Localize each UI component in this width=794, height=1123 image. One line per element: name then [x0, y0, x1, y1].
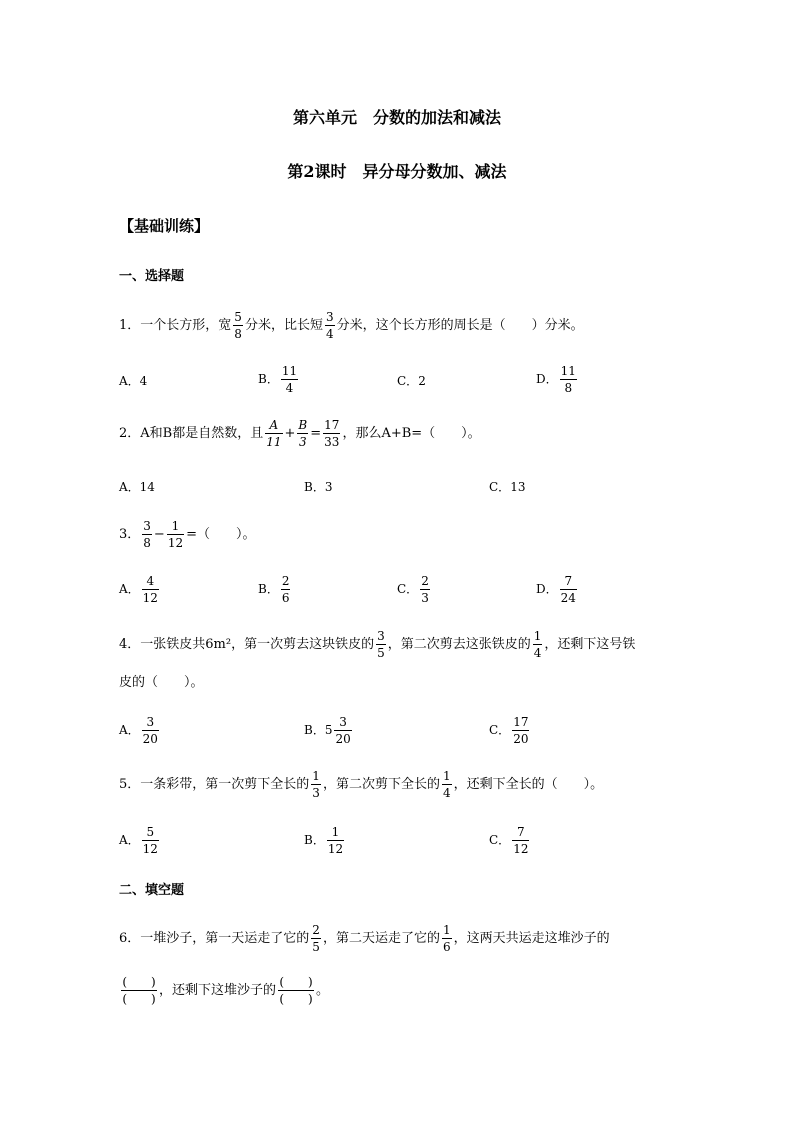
question-6-continued [119, 976, 329, 1005]
fraction: $\frac{7}{24}$ [560, 574, 576, 605]
question-number: 6． [119, 931, 141, 946]
question-text: 一个长方形，宽 [140, 318, 232, 333]
question-text: 分米，比长短 [244, 318, 323, 333]
question-3: 3． $\frac{3}{8}$ − $\frac{1}{12}$ =（ ）。 [119, 519, 256, 550]
section-multiple-choice: 一、选择题 [119, 269, 185, 284]
fraction: $\frac{17}{33}$ [324, 418, 340, 449]
fraction: $\frac{17}{20}$ [513, 715, 529, 746]
question-text: 分米，这个长方形的周长是（ ）分米。 [336, 318, 584, 333]
fraction: $\frac{A}{11}$ [266, 418, 282, 449]
option-a: A．14 [119, 480, 155, 494]
fraction: $\frac{3}{4}$ [325, 310, 334, 341]
question-number: 4． [119, 637, 141, 652]
option-c: C．2 [397, 374, 426, 388]
option-d: D． $\frac{7}{24}$ [536, 574, 576, 605]
fraction: $\frac{3}{20}$ [335, 715, 351, 746]
option-b: B．5 $\frac{3}{20}$ [304, 715, 351, 746]
fraction: $\frac{1}{12}$ [327, 825, 344, 856]
fraction: $\frac{2}{5}$ [312, 923, 320, 954]
fraction: $\frac{5}{12}$ [142, 825, 158, 856]
fraction: $\frac{11}{8}$ [560, 364, 576, 395]
question-text: 一堆沙子，第一天运走了它的 [140, 931, 310, 946]
fraction: $\frac{3}{20}$ [142, 715, 158, 746]
option-a: A． $\frac{4}{12}$ [119, 574, 158, 605]
option-b: B．3 [304, 480, 333, 494]
fraction: $\frac{5}{8}$ [234, 310, 242, 341]
fraction: $\frac{1}{4}$ [533, 629, 542, 660]
fraction: $\frac{7}{12}$ [513, 825, 529, 856]
question-text: A和B都是自然数，且 [140, 426, 264, 441]
question-5 [119, 770, 603, 799]
question-text: ，第二次剪去这张铁皮的 [387, 637, 531, 652]
question-4-continued: 皮的（ ）。 [119, 675, 204, 690]
option-b: B． $\frac{2}{6}$ [258, 574, 290, 605]
question-text: 一条彩带，第一次剪下全长的 [140, 777, 310, 792]
option-c: C． $\frac{7}{12}$ [489, 825, 529, 856]
question-text: ，还剩下这号铁 [544, 637, 636, 652]
question-number: 1． [119, 318, 141, 333]
option-d: D． $\frac{11}{8}$ [536, 364, 576, 395]
unit-title: 第六单元 分数的加法和减法 [292, 108, 501, 127]
option-a: A． $\frac{5}{12}$ [119, 825, 158, 856]
option-a: A．4 [119, 374, 148, 388]
question-text: ，第二次剪下全长的 [322, 777, 440, 792]
fraction: $\frac{11}{4}$ [281, 364, 298, 395]
question-text: ，这两天共运走这堆沙子的 [453, 931, 610, 946]
fraction: $\frac{B}{3}$ [298, 418, 308, 449]
fraction: $\frac{1}{12}$ [167, 519, 184, 550]
fraction: $\frac{1}{3}$ [312, 769, 320, 800]
option-b: B． $\frac{1}{12}$ [304, 825, 344, 856]
option-b: B． $\frac{11}{4}$ [258, 364, 298, 395]
question-1 [119, 311, 584, 340]
fraction: $\frac{4}{12}$ [142, 574, 158, 605]
question-text: ，第二天运走了它的 [322, 931, 440, 946]
question-text: ，还剩下这堆沙子的 [159, 983, 277, 998]
lesson-title: 第2课时 异分母分数加、减法 [287, 162, 507, 181]
question-text: ，还剩下全长的（ ）。 [453, 777, 604, 792]
answer-blank[interactable]: $\frac{( )}{( )}$ [279, 975, 313, 1006]
section-basic-training: 【基础训练】 [119, 217, 210, 235]
option-c: C． $\frac{2}{3}$ [397, 574, 429, 605]
fraction: $\frac{2}{6}$ [281, 574, 290, 605]
question-4 [119, 630, 635, 659]
question-2: 2．A和B都是自然数，且 $\frac{A}{11}$ + $\frac{B}{3}$ = $\frac{17}{33}$ ，那么A+B=（ ）。 [119, 418, 481, 449]
option-a: A． $\frac{3}{20}$ [119, 715, 158, 746]
answer-blank[interactable]: $\frac{( )}{( )}$ [122, 975, 156, 1006]
option-c: C．13 [489, 480, 526, 494]
fraction: $\frac{3}{5}$ [377, 629, 385, 660]
fraction: $\frac{1}{4}$ [442, 769, 451, 800]
fraction: $\frac{1}{6}$ [442, 923, 451, 954]
fraction: $\frac{2}{3}$ [421, 574, 429, 605]
question-number: 2． [119, 426, 141, 441]
question-text: ，那么A+B=（ ）。 [342, 426, 481, 441]
fraction: $\frac{3}{8}$ [143, 519, 151, 550]
section-fill-in: 二、填空题 [119, 883, 185, 898]
option-c: C． $\frac{17}{20}$ [489, 715, 529, 746]
question-text: 一张铁皮共6m²，第一次剪去这块铁皮的 [140, 637, 375, 652]
question-text: 。 [316, 983, 330, 998]
question-number: 5． [119, 777, 141, 792]
question-text: =（ ）。 [186, 527, 256, 542]
question-number: 3． [119, 527, 141, 542]
question-6 [119, 924, 610, 953]
